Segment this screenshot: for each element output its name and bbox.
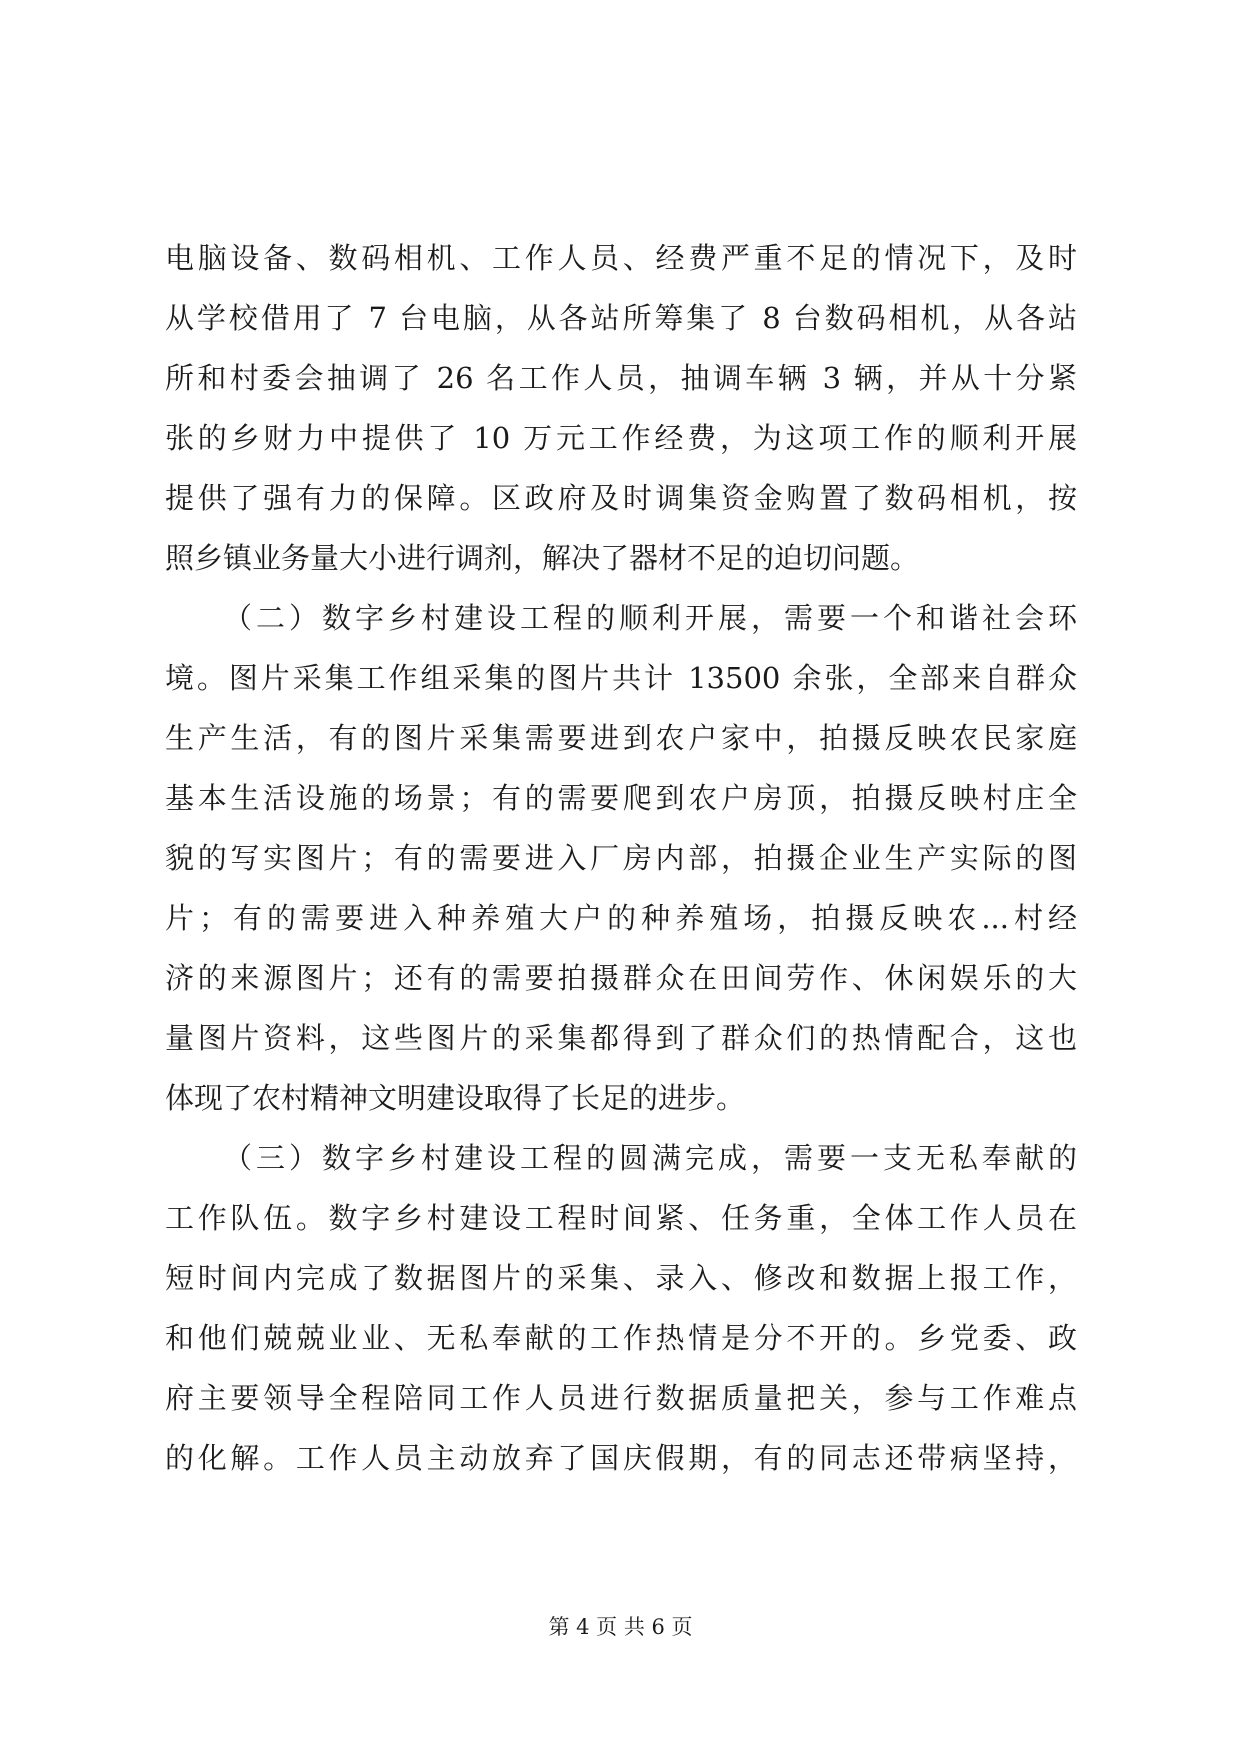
text-line: 济的来源图片；还有的需要拍摄群众在田间劳作、休闲娱乐的大: [165, 961, 1077, 995]
text-line: 生产生活，有的图片采集需要进到农户家中，拍摄反映农民家庭: [165, 721, 1077, 755]
page-number-footer: 第 4 页 共 6 页: [548, 1615, 693, 1639]
text-line: 片；有的需要进入种养殖大户的种养殖场，拍摄反映农...村经: [165, 901, 1077, 935]
text-line: （三）数字乡村建设工程的圆满完成，需要一支无私奉献的: [223, 1141, 1077, 1175]
text-line: 貌的写实图片；有的需要进入厂房内部，拍摄企业生产实际的图: [165, 841, 1077, 875]
paragraph-3: [165, 1128, 1077, 1488]
text-line: 和他们兢兢业业、无私奉献的工作热情是分不开的。乡党委、政: [165, 1321, 1077, 1355]
paragraph-1: [165, 228, 1077, 588]
text-line: 基本生活设施的场景；有的需要爬到农户房顶，拍摄反映村庄全: [165, 781, 1077, 815]
text-line: 张的乡财力中提供了 10 万元工作经费，为这项工作的顺利开展: [165, 421, 1077, 455]
text-line: 境。图片采集工作组采集的图片共计 13500 余张，全部来自群众: [165, 661, 1077, 695]
text-line: 量图片资料，这些图片的采集都得到了群众们的热情配合，这也: [165, 1021, 1077, 1055]
text-line: 电脑设备、数码相机、工作人员、经费严重不足的情况下，及时: [165, 241, 1077, 275]
text-line: 所和村委会抽调了 26 名工作人员，抽调车辆 3 辆，并从十分紧: [165, 361, 1077, 395]
text-line: 体现了农村精神文明建设取得了长足的进步。: [165, 1081, 746, 1115]
text-line: 短时间内完成了数据图片的采集、录入、修改和数据上报工作，: [165, 1261, 1077, 1295]
text-line: 的化解。工作人员主动放弃了国庆假期，有的同志还带病坚持，: [165, 1441, 1077, 1475]
text-line: 从学校借用了 7 台电脑，从各站所筹集了 8 台数码相机，从各站: [165, 301, 1077, 335]
document-body: [165, 228, 1077, 1488]
paragraph-2: [165, 588, 1077, 1128]
text-line: 提供了强有力的保障。区政府及时调集资金购置了数码相机，按: [165, 481, 1077, 515]
text-line: 工作队伍。数字乡村建设工程时间紧、任务重，全体工作人员在: [165, 1201, 1077, 1235]
text-line: 府主要领导全程陪同工作人员进行数据质量把关，参与工作难点: [165, 1381, 1077, 1415]
text-line: 照乡镇业务量大小进行调剂，解决了器材不足的迫切问题。: [165, 541, 920, 575]
text-line: （二）数字乡村建设工程的顺利开展，需要一个和谐社会环: [223, 601, 1077, 635]
